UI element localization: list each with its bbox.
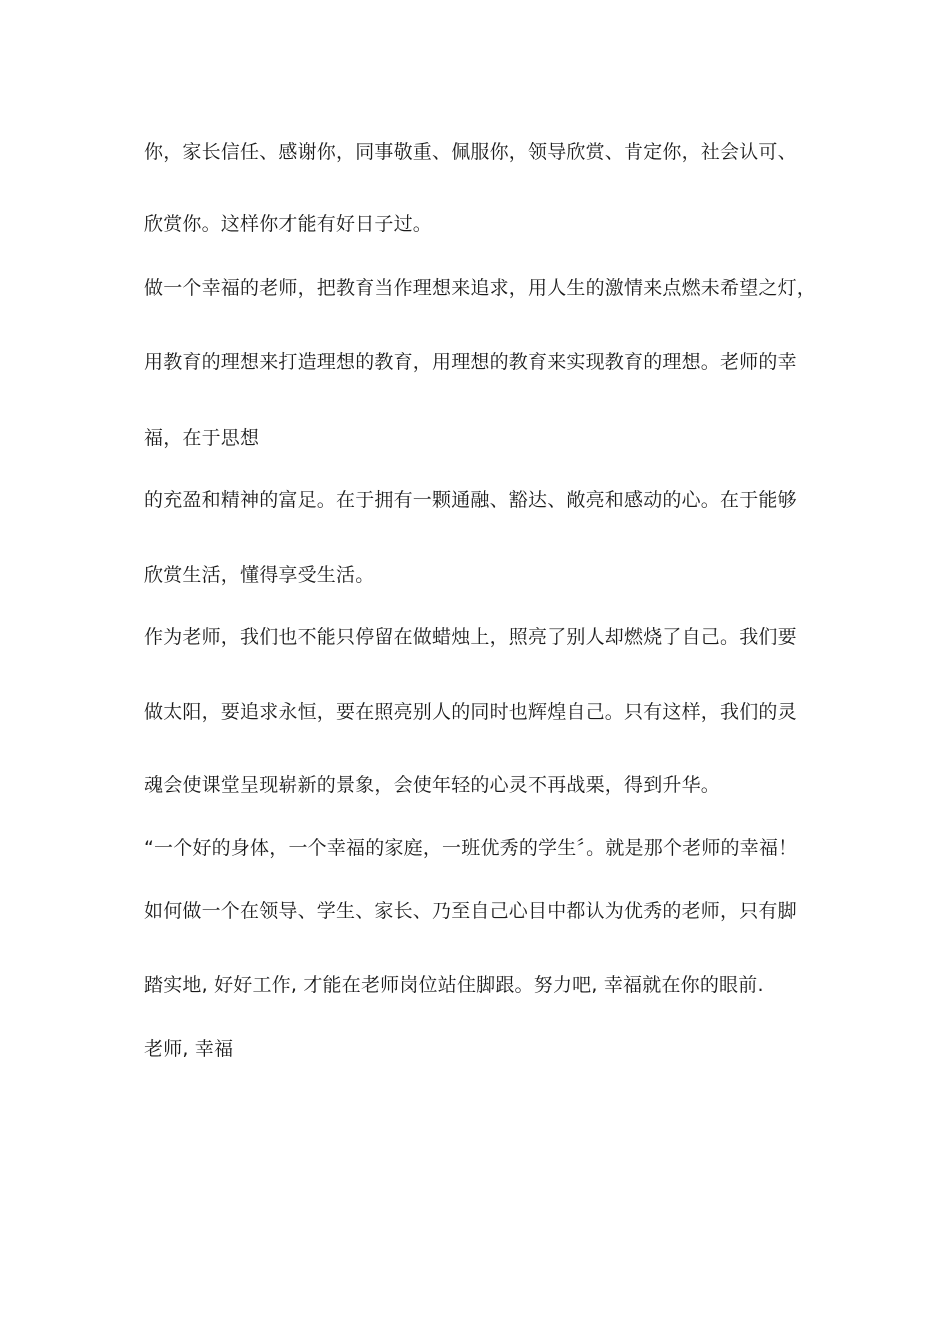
text-line: 魂会使课堂呈现崭新的景象，会使年轻的心灵不再战栗，得到升华。 — [144, 774, 721, 796]
text-line: “一个好的身体，一个幸福的家庭，一班优秀的学生〞。就是那个老师的幸福！ — [144, 837, 798, 859]
text-line: 作为老师，我们也不能只停留在做蜡烛上，照亮了别人却燃烧了自己。我们要 — [144, 626, 797, 648]
text-line: 用教育的理想来打造理想的教育，用理想的教育来实现教育的理想。老师的幸 — [144, 351, 797, 373]
text-line: 踏实地, 好好工作, 才能在老师岗位站住脚跟。努力吧, 幸福就在你的眼前. — [144, 974, 764, 996]
text-line: 做太阳，要追求永恒，要在照亮别人的同时也辉煌自己。只有这样，我们的灵 — [144, 701, 797, 723]
text-line: 老师, 幸福 — [144, 1038, 234, 1060]
text-line: 做一个幸福的老师，把教育当作理想来追求，用人生的激情来点燃未希望之灯， — [144, 277, 817, 299]
text-line: 欣赏生活，懂得享受生活。 — [144, 564, 375, 586]
text-line: 欣赏你。这样你才能有好日子过。 — [144, 213, 433, 235]
text-line: 如何做一个在领导、学生、家长、乃至自己心目中都认为优秀的老师，只有脚 — [144, 900, 797, 922]
text-line: 你，家长信任、感谢你，同事敬重、佩服你，领导欣赏、肯定你，社会认可、 — [144, 141, 797, 163]
text-line: 的充盈和精神的富足。在于拥有一颗通融、豁达、敞亮和感动的心。在于能够 — [144, 489, 797, 511]
text-line: 福，在于思想 — [144, 427, 260, 449]
